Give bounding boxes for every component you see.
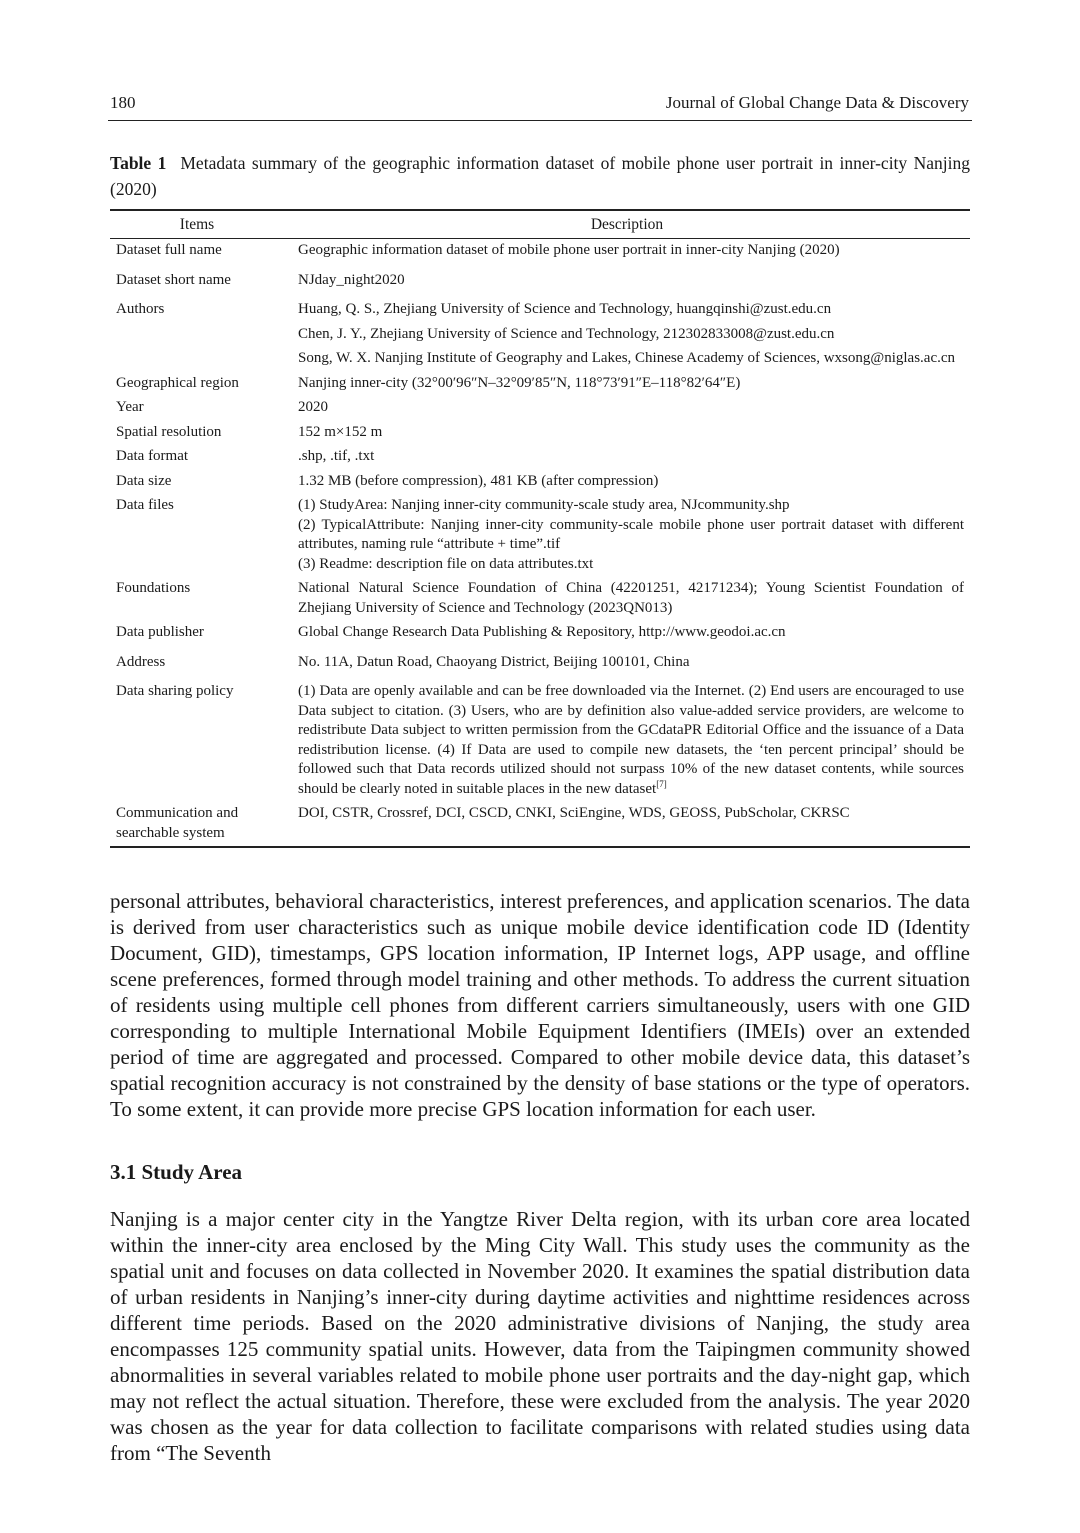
row-item: Dataset full name <box>116 242 222 258</box>
metadata-table <box>110 209 970 848</box>
table-row <box>110 264 970 294</box>
row-description: DOI, CSTR, Crossref, DCI, CSCD, CNKI, SciEngine, WDS, GEOSS, PubScholar, CKRSC <box>284 802 970 847</box>
table-row <box>110 802 970 847</box>
row-item: Data files <box>116 497 174 513</box>
table-row <box>110 396 970 421</box>
row-description: No. 11A, Datun Road, Chaoyang District, Beijing 100101, China <box>298 653 690 670</box>
row-description: 2020 <box>298 399 328 415</box>
running-header <box>108 92 972 121</box>
paragraph-text: Nanjing is a major center city in the Yangtze River Delta region, with its urban core area located within the inner-city area enclosed by the Ming City Wall. This study uses the community as the spatial unit and focuses on data collected in November 2020. It examines the spatial distribution data of urban residents in Nanjing’s inner-city during daytime activities and nighttime residences across different time periods. Based on the 2020 administrative divisions of Nanjing, the study area encompasses 125 community spatial units. However, data from the Taipingmen community showed abnormalities in several variables related to mobile phone user portraits and the day-night gap, which may not reflect the actual situation. Therefore, these were excluded from the analysis. The year 2020 was chosen as the year for data collection to facilitate comparisons with related studies using data from “The Seventh <box>110 1207 970 1465</box>
table-row <box>110 621 970 646</box>
column-header-items: Items <box>110 210 284 239</box>
row-item: Data size <box>116 472 172 489</box>
body-paragraph <box>110 888 970 1122</box>
table-row <box>110 494 970 577</box>
row-description: 152 m×152 m <box>298 423 383 440</box>
column-header-description: Description <box>284 210 970 239</box>
row-description <box>284 675 970 802</box>
row-item: Data sharing policy <box>116 683 234 699</box>
row-description: .shp, .tif, .txt <box>298 448 375 464</box>
author-line: Huang, Q. S., Zhejiang University of Science and Technology, huangqinshi@zust.edu.cn <box>298 301 832 317</box>
table-caption-text: Metadata summary of the geographic information dataset of mobile phone user portrait in inner-city Nanjing (2020) <box>110 153 970 199</box>
row-item: Authors <box>116 301 165 317</box>
row-item: Data publisher <box>116 624 204 640</box>
row-description: Global Change Research Data Publishing & Repository, http://www.geodoi.ac.cn <box>298 624 786 640</box>
table-row <box>110 421 970 446</box>
row-description: NJday_night2020 <box>298 271 405 288</box>
table-row <box>110 646 970 676</box>
table-row <box>110 470 970 495</box>
file-line: (2) TypicalAttribute: Nanjing inner-city community-scale mobile phone user portrait dataset with different attributes, naming rule “attribute + time”.tif <box>298 516 964 552</box>
row-item: Foundations <box>116 580 191 596</box>
paragraph-text: personal attributes, behavioral characteristics, interest preferences, and application scenarios. The data is derived from user characteristics such as unique mobile device identification code ID (Identity Document, GID), timestamps, GPS location information, IP Internet logs, APP usage, and offline scene preferences, formed through model training and other methods. To address the current situation of residents using multiple cell phones from different carriers simultaneously, users with one GID corresponding to multiple International Mobile Equipment Identifiers (IMEIs) over an extended period of time are aggregated and processed. Compared to other mobile device data, this dataset’s spatial recognition accuracy is not constrained by the density of base stations or the type of operators. To some extent, it can provide more precise GPS location information for each user. <box>110 889 970 1121</box>
row-item: Data format <box>116 448 189 464</box>
row-description <box>284 293 970 372</box>
row-item: Year <box>116 399 144 415</box>
row-description <box>284 494 970 577</box>
table-header-row <box>110 210 970 239</box>
row-item: Address <box>116 653 166 670</box>
table-row <box>110 293 970 372</box>
table-row <box>110 372 970 397</box>
file-line: (1) StudyArea: Nanjing inner-city community-scale study area, NJcommunity.shp <box>298 497 790 513</box>
page-number: 180 <box>110 93 136 112</box>
section-heading: 3.1 Study Area <box>110 1160 243 1184</box>
row-description: 1.32 MB (before compression), 481 KB (after compression) <box>298 472 659 489</box>
row-description: National Natural Science Foundation of China (42201251, 42171234); Young Scientist Foundation of Zhejiang University of Science and Technology (2023QN013) <box>298 580 964 616</box>
row-item: Geographical region <box>116 374 239 391</box>
table-row <box>110 577 970 621</box>
table-row <box>110 445 970 470</box>
table-row <box>110 675 970 802</box>
journal-name: Journal of Global Change Data & Discovery <box>665 93 969 112</box>
author-line: Song, W. X. Nanjing Institute of Geography and Lakes, Chinese Academy of Sciences, wxsong@niglas.ac.cn <box>298 350 956 366</box>
author-line: Chen, J. Y., Zhejiang University of Science and Technology, 212302833008@zust.edu.cn <box>298 325 835 342</box>
reference-mark: [7] <box>656 778 667 789</box>
policy-text: (1) Data are openly available and can be free downloaded via the Internet. (2) End users are encouraged to use Data subject to citation. (3) Users, who are by definition also value-added service providers, are welcome to redistribute Data subject to written permission from the GCdataPR Editorial Office and the issuance of a Data redistribution license. (4) If Data are used to compile new datasets, the ‘ten percent principal’ should be followed such that Data records utilized should not surpass 10% of the new dataset contents, while sources should be clearly noted in suitable places in the new dataset <box>298 683 964 797</box>
row-item: Communication and searchable system <box>110 802 284 847</box>
table-label: Table 1 <box>110 153 167 173</box>
table-row <box>110 239 970 264</box>
row-item: Spatial resolution <box>116 423 222 440</box>
file-line: (3) Readme: description file on data attributes.txt <box>298 555 594 572</box>
body-paragraph <box>110 1206 970 1466</box>
table-caption <box>110 150 970 202</box>
row-description: Geographic information dataset of mobile phone user portrait in inner-city Nanjing (2020) <box>298 242 840 258</box>
row-item: Dataset short name <box>116 271 231 288</box>
row-description: Nanjing inner-city (32°00′96″N–32°09′85″N, 118°73′91″E–118°82′64″E) <box>298 374 741 391</box>
